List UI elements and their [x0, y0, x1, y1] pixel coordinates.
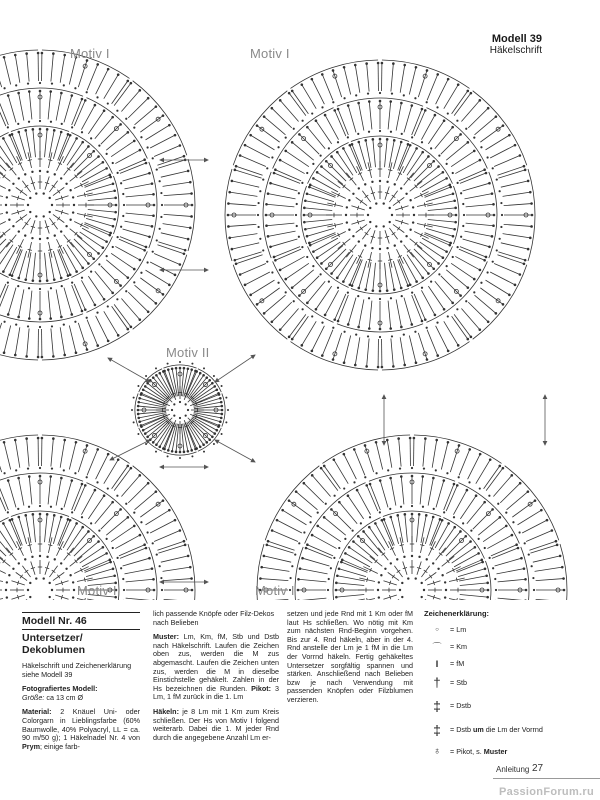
- ellipse-icon: ○: [435, 626, 439, 633]
- article-title: Modell Nr. 46: [22, 612, 140, 630]
- legend-title: Zeichenerklärung:: [424, 609, 490, 618]
- page-number: 27: [532, 763, 544, 774]
- motif-1-bottom-left: [0, 435, 195, 600]
- motiv-1-label-bottom-left: Motiv I: [77, 583, 117, 598]
- connector-arrow: [160, 158, 208, 161]
- motif-2: [131, 361, 229, 459]
- motiv-2-label: Motiv II: [166, 345, 210, 360]
- article-subtitle: Untersetzer/ Dekoblumen: [22, 632, 86, 656]
- legend-item: ○ = Lm: [424, 622, 574, 639]
- connector-arrow: [108, 358, 150, 382]
- legend-item: ⌒ = Km: [424, 639, 574, 656]
- legend-item: ‡ = Dstb um die Lm der Vorrnd: [424, 719, 574, 743]
- connector-arrow: [160, 465, 208, 468]
- arc-icon: ⌒: [432, 641, 442, 652]
- instructions-column-3: [287, 610, 413, 711]
- legend-item: ‡ = Dstb: [424, 695, 574, 719]
- connector-arrow: [215, 440, 255, 462]
- motiv-1-label-bottom-right: Motiv I: [255, 583, 295, 598]
- hakeln-block: Häkeln: je 8 Lm mit 1 Km zum Kreis schließen. Der Hs von Motiv I folgend weiterarb. Dabei die 1. M jeder Rnd durch die angegebene Anzahl Lm er-: [153, 706, 280, 742]
- instructions-column-1: [22, 610, 140, 757]
- pattern-block: Muster: Lm, Km, fM, Stb und Dstb nach Häkelschrift. Laufen die Zeichen oben zus, werden die M zus abgemascht. Laufen die Zeichen unten zus, werden die M in dieselbe Einstichstelle gehäkelt. Zahlen in der Hs bezeichnen die Runden. Pikot: 3 Lm, 1 fM zurück in die 1. Lm: [153, 632, 280, 702]
- picot-icon: ♁: [433, 746, 441, 758]
- legend-item: † = Stb: [424, 673, 574, 695]
- double-cross-stitch-icon: ‡: [433, 698, 441, 715]
- hakeln-continued: setzen und jede Rnd mit 1 Km oder fM laut Hs schließen. Wo nötig mit Km zum nächsten Rnd-Beginn vorgehen. Bis zur 4. Rnd häkeln, aber in der 4. Rnd anstelle der Lm je 1 fM in die Lm der Vorrnd häkeln. Fertig gehäkeltes Untersetzer sorgfältig spannen und stärken. Anschließend nach Belieben bzw je nach Verwendung mit passenden Knöpfen oder Filzblumen verzieren.: [287, 609, 413, 704]
- bar-icon: I: [435, 658, 439, 669]
- watermark: PassionForum.ru: [499, 786, 594, 798]
- legend: [424, 610, 574, 763]
- single-cross-stitch-icon: †: [433, 675, 441, 691]
- motiv-1-label-top-left: Motiv I: [70, 46, 110, 61]
- photo-model-block: Fotografiertes Modell: Größe: ca 13 cm Ø: [22, 684, 98, 702]
- footer-rule: [493, 778, 600, 779]
- double-cross-around-icon: ‡: [433, 722, 441, 739]
- connector-arrow: [215, 355, 255, 382]
- article-intro: Häkelschrift und Zeichenerklärung siehe Modell 39: [22, 661, 132, 679]
- motif-1-top-left: [0, 50, 195, 360]
- motiv-1-label-top-right: Motiv I: [250, 46, 290, 61]
- model-subtitle: Häkelschrift: [489, 45, 542, 56]
- motif-1-bottom-right: [257, 435, 567, 600]
- footer-section: Anleitung: [496, 765, 530, 774]
- material-block: Material: 2 Knäuel Uni- oder Colorgarn in Lieblingsfarbe (60% Baumwolle, 40% Polyacryl, LL = ca. 90 m/50 g); 1 Häkelnadel Nr. 4 von Prym; einige farb-: [22, 707, 140, 751]
- connector-arrow: [110, 440, 150, 460]
- model-header: [490, 33, 542, 56]
- legend-item: I = fM: [424, 656, 574, 673]
- legend-item: ♁ = Pikot, s. Muster: [424, 743, 574, 763]
- instructions-column-2: [153, 610, 279, 748]
- motif-1-top-right: [225, 60, 535, 370]
- connector-arrow: [543, 395, 546, 445]
- material-continued: lich passende Knöpfe oder Filz-Dekos nach Belieben: [153, 609, 275, 627]
- model-number: Modell 39: [491, 33, 542, 45]
